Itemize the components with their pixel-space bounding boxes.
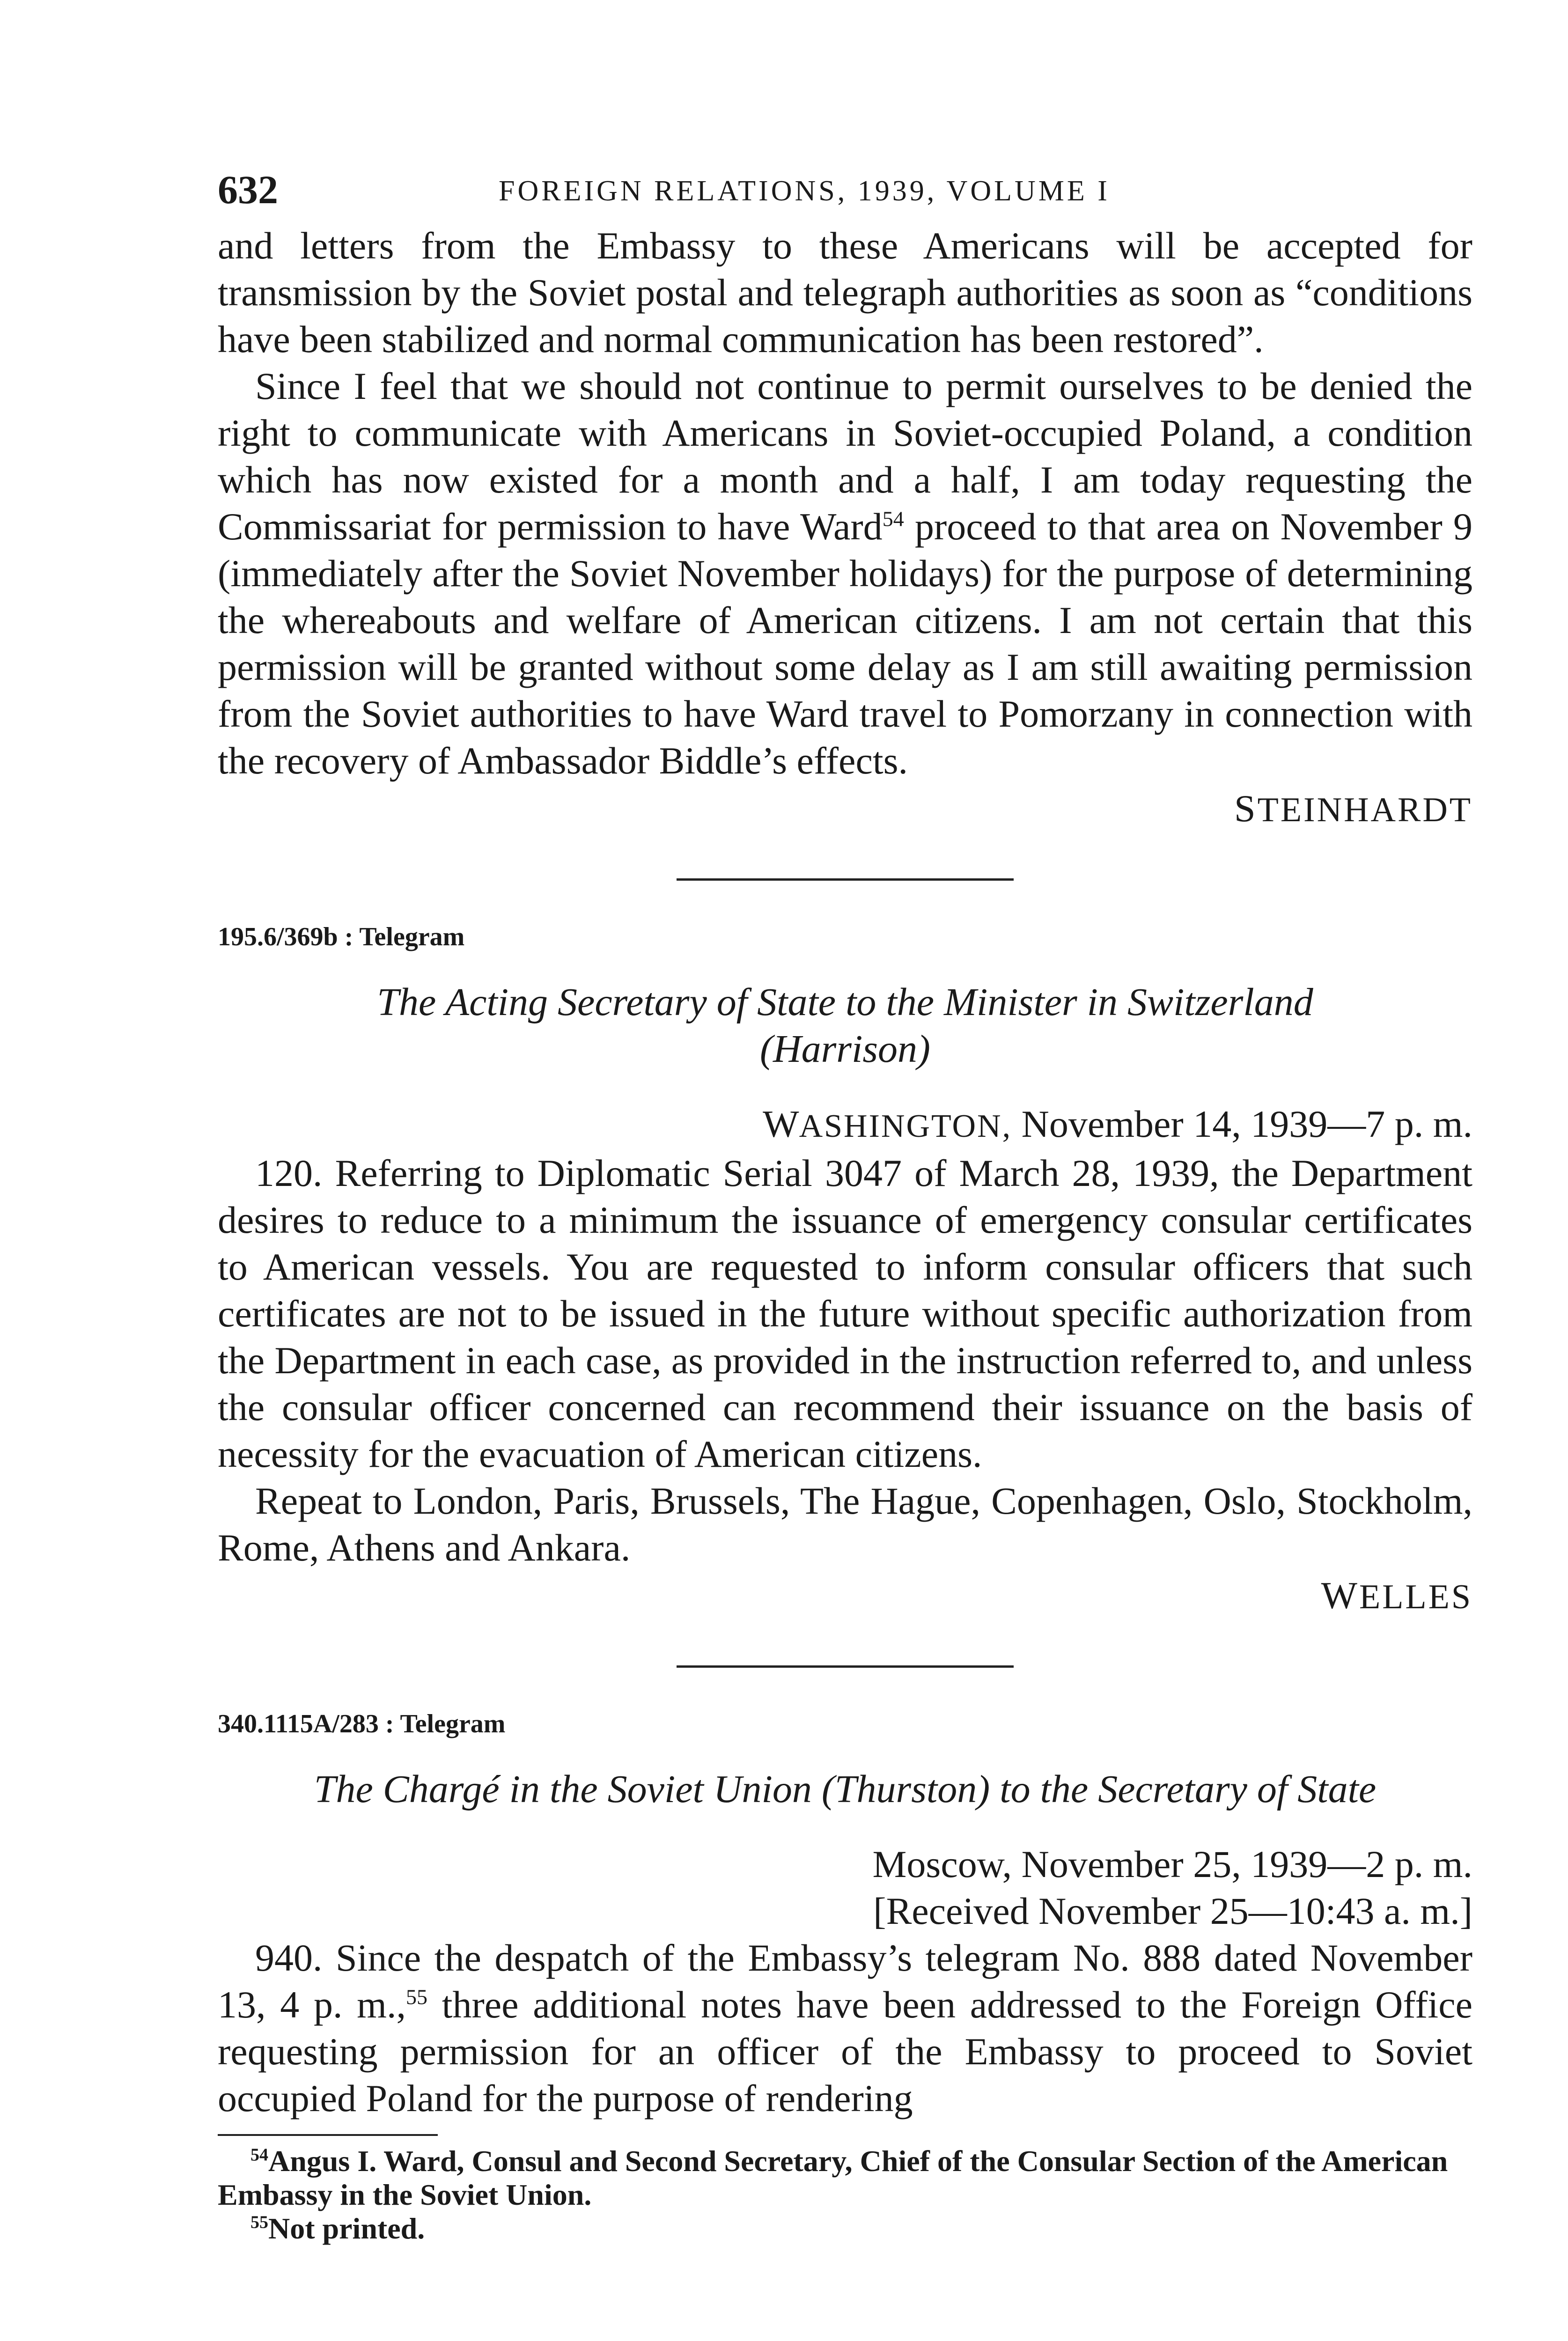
footnote-number: 54	[250, 2145, 268, 2165]
file-reference: 340.1115A/283 : Telegram	[218, 1709, 506, 1738]
footnote-rule	[218, 2134, 438, 2136]
document-body	[218, 222, 1472, 2122]
dateline-date: November 14, 1939—7 p. m.	[1012, 1103, 1472, 1145]
footnote-text: Angus I. Ward, Consul and Second Secretary, Chief of the Consular Section of the American Embassy in the Soviet Union.	[218, 2144, 1448, 2211]
footnote	[218, 2144, 1472, 2212]
footnotes	[218, 2144, 1472, 2245]
continuation-paragraph: and letters from the Embassy to these Americans will be accepted for transmission by the Soviet postal and telegraph authorities as soon as “conditions have been stabilized and normal communication has been restored”.	[218, 224, 1472, 361]
dateline-place: ASHINGTON,	[799, 1108, 1012, 1144]
running-header	[218, 166, 1472, 222]
dateline: WASHINGTON, November 14, 1939—7 p. m.	[763, 1103, 1472, 1145]
paragraph-text: proceed to that area on November 9 (immediately after the Soviet November holidays) for the purpose of determining the whereabouts and welfare of American citizens. I am not certain that this permission will be granted without some delay as I am still awaiting permission from the Soviet authorities to have Ward travel to Pomorzany in connection with the recovery of Ambassador Biddle’s effects.	[218, 505, 1472, 782]
section-divider	[677, 1665, 1014, 1668]
page-number: 632	[218, 167, 278, 212]
dateline-sent: Moscow, November 25, 1939—2 p. m.	[872, 1843, 1472, 1885]
document-page	[218, 166, 1472, 2245]
signature: WELLES	[1321, 1574, 1472, 1617]
paragraph	[218, 363, 1472, 784]
section-divider	[677, 878, 1014, 881]
paragraph	[218, 1935, 1472, 2122]
footnote-number: 55	[250, 2212, 268, 2232]
dateline	[218, 1841, 1472, 1935]
paragraph-text: 940. Since the despatch of the Embassy’s telegram No. 888 dated November 13, 4 p. m.,	[218, 1936, 1472, 2026]
dateline-received: [Received November 25—10:43 a. m.]	[873, 1890, 1472, 1932]
running-title: FOREIGN RELATIONS, 1939, VOLUME I	[499, 175, 1110, 207]
paragraph: Repeat to London, Paris, Brussels, The Hague, Copenhagen, Oslo, Stockholm, Rome, Athens and Ankara.	[218, 1480, 1472, 1569]
heading-line: (Harrison)	[759, 1027, 930, 1071]
footnote-text: Not printed.	[268, 2212, 425, 2245]
paragraph-text: three additional notes have been addressed to the Foreign Office requesting permission for an officer of the Embassy to proceed to Soviet occupied Poland for the purpose of rendering	[218, 1983, 1472, 2120]
footnote-reference: 54	[882, 507, 904, 531]
document-heading: The Chargé in the Soviet Union (Thurston) to the Secretary of State	[314, 1767, 1377, 1811]
heading-line: The Acting Secretary of State to the Minister in Switzerland	[377, 980, 1313, 1024]
footnote-reference: 55	[405, 1985, 427, 2009]
paragraph: 120. Referring to Diplomatic Serial 3047 of March 28, 1939, the Department desires to reduce to a minimum the issuance of emergency consular certificates to American vessels. You are requested to inform consular officers that such certificates are not to be issued in the future without specific authorization from the Department in each case, as provided in the instruction referred to, and unless the consular officer concerned can recommend their issuance on the basis of necessity for the evacuation of American citizens.	[218, 1152, 1472, 1475]
signature: STEINHARDT	[1234, 787, 1472, 830]
paragraph-text: Since I feel that we should not continue to permit ourselves to be denied the right to communicate with Americans in Soviet-occupied Poland, a condition which has now existed for a month and a half, I am today requesting the Commissariat for permission to have Ward	[218, 365, 1472, 548]
footnote	[218, 2212, 1472, 2245]
file-reference: 195.6/369b : Telegram	[218, 922, 465, 951]
document-heading	[218, 979, 1472, 1073]
